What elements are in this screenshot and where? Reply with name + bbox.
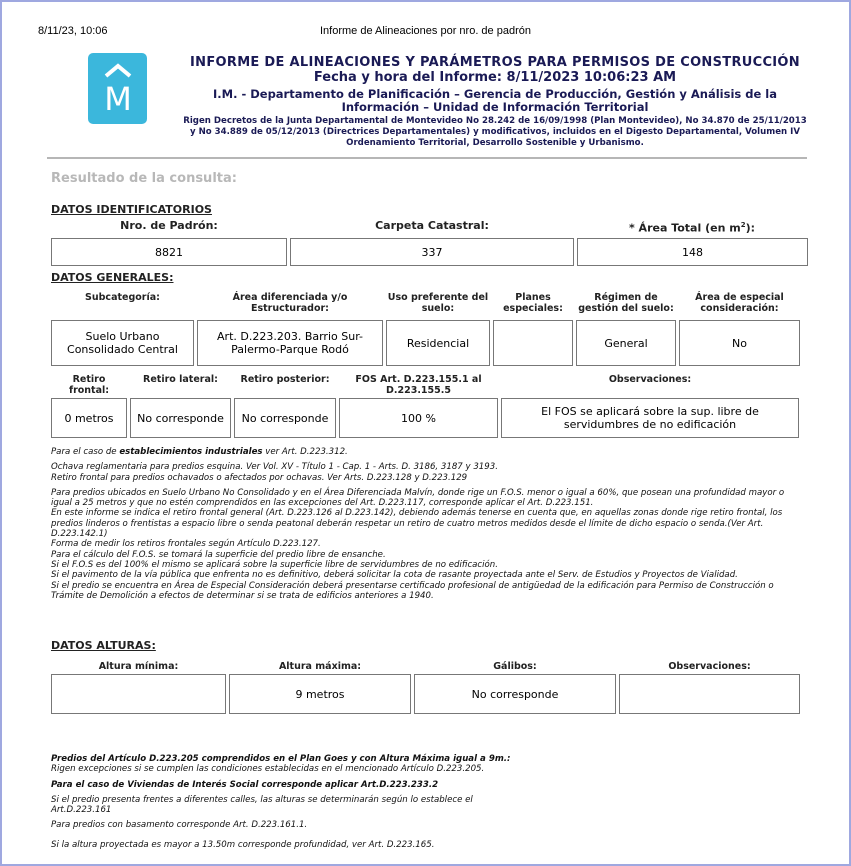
note-especial-consideracion: Si el predio se encuentra en Área de Especial Consideración deberá presentarse certificado profesional de antigüedad de la edificación para Permiso de Construcción o Trámite de Demolición a efectos de determinar si se trata de edificios anteriores a 1940. (51, 580, 774, 601)
note-forma-medir: Forma de medir los retiros frontales según Artículo D.223.127. (51, 539, 321, 550)
subcat-label: Subcategoría: (85, 292, 160, 303)
note-calculo-fos: Para el cálculo del F.O.S. se tomará la superficie del predio libre de ensanche. (51, 549, 386, 560)
note-plan-goes-b: Predios del Artículo D.223.205 comprendidos en el Plan Goes y con Altura Máxima igual a 9m.: (51, 754, 511, 764)
section-alturas: DATOS ALTURAS: (51, 639, 156, 652)
note-fos-100: Si el F.O.S es del 100% el mismo se aplicará sobre la superficie libre de servidumbres de no edificación. (51, 559, 498, 570)
area-label (577, 220, 807, 234)
altura-max-value: 9 metros (229, 674, 411, 714)
carpeta-value: 337 (290, 238, 574, 266)
montevideo-logo-icon (98, 62, 138, 116)
note-basamento: Para predios con basamento corresponde Art. D.223.161.1. (51, 820, 308, 831)
galibos-value: No corresponde (414, 674, 616, 714)
report-datetime: Fecha y hora del Informe: 8/11/2023 10:06:23 AM (313, 70, 677, 85)
notes-alturas (51, 754, 521, 850)
obs-generales-label: Observaciones: (608, 374, 692, 385)
obs-alturas-label: Observaciones: (668, 661, 751, 672)
area-dif-value: Art. D.223.203. Barrio Sur-Palermo-Parque Rodó (197, 320, 383, 366)
section-identificatorios: DATOS IDENTIFICATORIOS (51, 203, 212, 216)
note-pavimento: Si el pavimento de la vía pública que enfrenta no es definitivo, deberá solicitar la cota de rasante proyectada ante el Serv. de Estudios y Proyectos de Vialidad. (51, 570, 738, 581)
obs-alturas-value (619, 674, 800, 714)
uso-value: Residencial (386, 320, 490, 366)
report-title: INFORME DE ALINEACIONES Y PARÁMETROS PARA PERMISOS DE CONSTRUCCIÓN (190, 55, 800, 70)
uso-label: Uso preferente del suelo: (387, 292, 489, 314)
notes-generales (51, 447, 791, 601)
print-datetime: 8/11/23, 10:06 (38, 25, 108, 37)
padron-value: 8821 (51, 238, 287, 266)
note-industriales-b: establecimientos industriales (119, 447, 263, 457)
area-label-end: ): (745, 221, 756, 235)
retiro-posterior-label: Retiro posterior: (240, 374, 330, 385)
planes-label: Planes especiales: (503, 292, 563, 314)
im-logo (88, 53, 147, 124)
retiro-lateral-value: No corresponde (130, 398, 231, 438)
area-dif-label: Área diferenciada y/o Estructurador: (232, 292, 348, 314)
retiro-lateral-label: Retiro lateral: (143, 374, 218, 385)
print-page-title: Informe de Alineaciones por nro. de padrón (320, 25, 531, 37)
carpeta-label: Carpeta Catastral: (375, 219, 489, 232)
altura-min-value (51, 674, 226, 714)
note-plan-goes-c: Rigen excepciones si se cumplen las condiciones establecidas en el mencionado Artículo D.223.205. (51, 764, 485, 775)
note-retiro-frontal-general: En este informe se indica el retiro frontal general (Art. D.223.126 al D.223.142), debiendo además tenerse en cuenta que, en aquellas zonas donde rige retiro frontal, los predios linderos o frentistas a espacio libre o senda peatonal deberán respetar un retiro de cuatro metros medidos desde el límite de dicho espacio o senda.(Ver Art. D.223.142.1) (51, 508, 783, 540)
report-department: I.M. - Departamento de Planificación – Gerencia de Producción, Gestión y Análisis de la Información – Unidad de Información Territorial (212, 87, 777, 114)
fos-value: 100 % (339, 398, 498, 438)
note-industriales-c: ver Art. D.223.312. (262, 447, 348, 457)
note-retiro-ochavados: Retiro frontal para predios ochavados o afectados por ochavas. Ver Arts. D.223.128 y D.223.129 (51, 472, 468, 483)
note-suelo-no-consolidado: Para predios ubicados en Suelo Urbano No Consolidado y en el Área Diferenciada Malvín, donde rige un F.O.S. menor o igual a 60%, que posean una profundidad mayor o igual a 25 metros y que no estén comprendidos en las excepciones del Art. D.223.117, corresponde aplicar el Art. D.223.151. (51, 487, 785, 509)
retiro-posterior-value: No corresponde (234, 398, 336, 438)
altura-max-label: Altura máxima: (278, 661, 362, 672)
galibos-label: Gálibos: (493, 661, 537, 672)
retiro-frontal-label: Retiro frontal: (68, 374, 110, 396)
especial-label: Área de especial consideración: (695, 292, 784, 314)
regimen-value: General (576, 320, 676, 366)
subcat-value: Suelo Urbano Consolidado Central (51, 320, 194, 366)
note-plan-goes (51, 754, 521, 775)
resultado-heading: Resultado de la consulta: (51, 171, 237, 186)
note-industriales (51, 447, 791, 457)
especial-value: No (679, 320, 800, 366)
report-decrees: Rigen Decretos de la Junta Departamental de Montevideo No 28.242 de 16/09/1998 (Plan Montevideo), No 34.870 de 25/11/2013 y No 34.889 de 05/12/2013 (Directrices Departamentales) y modificativos, incluidos en el Digesto Departamental, Volumen IV Ordenamiento Territorial, Desarrollo Sostenible y Urbanismo. (183, 116, 807, 148)
area-label-text: * Área Total (en m (628, 221, 741, 235)
area-label-sup: 2 (740, 221, 746, 229)
obs-generales-value: El FOS se aplicará sobre la sup. libre de servidumbres de no edificación (501, 398, 799, 438)
note-vivienda-social: Para el caso de Viviendas de Interés Social corresponde aplicar Art.D.223.233.2 (51, 779, 439, 790)
header-divider (47, 157, 807, 159)
padron-label: Nro. de Padrón: (120, 219, 218, 232)
regimen-label: Régimen de gestión del suelo: (578, 292, 674, 314)
retiro-frontal-value: 0 metros (51, 398, 127, 438)
note-industriales-a: Para el caso de (51, 447, 120, 457)
section-generales: DATOS GENERALES: (51, 271, 174, 284)
fos-label: FOS Art. D.223.155.1 al D.223.155.5 (355, 374, 482, 396)
logo-letter: M (103, 79, 132, 116)
note-altura-1350: Si la altura proyectada es mayor a 13.50m corresponde profundidad, ver Art. D.223.165. (51, 839, 435, 850)
area-value: 148 (577, 238, 808, 266)
planes-value (493, 320, 573, 366)
note-ochava: Ochava reglamentaria para predios esquina. Ver Vol. XV - Título 1 - Cap. 1 - Arts. D. 3186, 3187 y 3193. (51, 462, 498, 473)
altura-min-label: Altura mínima: (98, 661, 179, 672)
note-frentes-calles: Si el predio presenta frentes a diferentes calles, las alturas se determinarán según lo establece el Art.D.223.161 (51, 794, 473, 816)
